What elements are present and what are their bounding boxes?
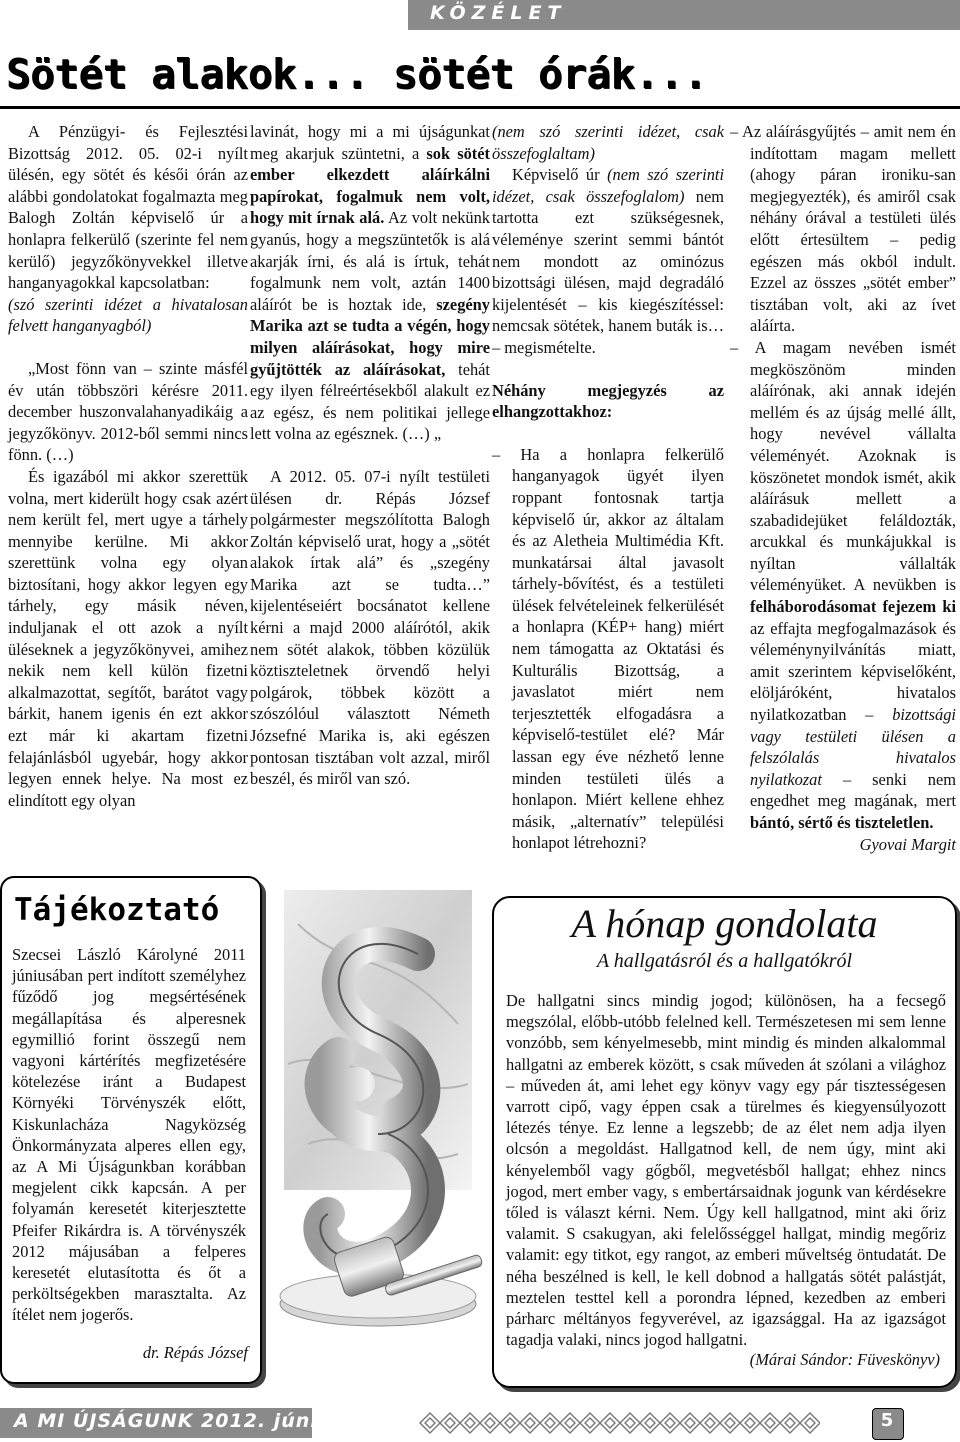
quote-box-subtitle: A hallgatásról és a hallgatókról bbox=[596, 950, 853, 972]
article-paragraph: A 2012. 05. 07-i nyílt testületi ülésen dr. Répás József polgármester megszólította Balogh Zoltán képviselő urat, hogy a „sötét alakok írtak alá” és „szegény Marika azt se tudta…” kijelentéseiért bocsánatot kellene kérni a majd 2000 aláírótól, akik nem sötét alakok, többen közülük köztiszteletnek örvendő helyi polgárok, többek között a szószólóul választott Németh Józsefné Marika is, aki egészen pontosan tisztában volt azzal, miről beszél, és miről van szó. bbox=[250, 466, 490, 789]
section-heading: Néhány megjegyzés az elhangzottakhoz: bbox=[492, 380, 724, 422]
page-number: 5 bbox=[880, 1410, 894, 1431]
info-box-text: Szecsei László Károlyné 2011 júniusában pert indított személyhez fűződő jog megsértésének megállapítása és alperesnek egymillió forint összegű nem vagyoni kártérítés megfizetésére kötelezése iránt a Budapest Környéki Törvényszék előtt, Kiskunlacháza Nagyközség Önkormányzata alperes ellen egy, az A Mi Újságunkban korábban megjelent cikk kapcsán. A per folyamán keresetét kiterjesztette Pfeifer Rikárdra is. A törvényszék 2012 májusában a felperes keresetét elutasította és őt a perköltségekben marasztalta. Az ítélet nem jogerős. bbox=[12, 945, 246, 1325]
text-run-italic: bizottsági vagy testületi ülésen a felszólalás hivatalos nyilatkozat bbox=[750, 705, 956, 789]
paragraph-sign-gavel-image bbox=[268, 884, 488, 1388]
text-run: lavinát, hogy mi a mi újságunkat meg akarjuk szüntetni, a bbox=[250, 122, 490, 163]
headline: Sötét alakok... sötét órák... bbox=[6, 50, 708, 98]
text-run-bold: szegény Marika azt se tudta a végén, hogy milyen aláírásokat, hogy mire gyűjtötték az aláírásokat, bbox=[250, 294, 490, 379]
text-run: tehát egy ilyen félreértésekből alakult ez az egész, és nem politikai jellege lett volna az egésznek. (…) „ bbox=[250, 359, 490, 444]
text-run-italic: (nem szó szerinti idézet, csak összefoglalom) bbox=[492, 165, 724, 206]
article-paragraph: – Ha a honlapra felkerülő hanganyagok ügyét ilyen roppant fontosnak tartja képviselő úr, akkor az általam és az Aletheia Multimédia Kft. munkatársai által javasolt tárhely-bővítést, és a testületi ülések felvételeinek felkerülését a honlapra (KÉP+ hang) miért nem támogatta az Oktatási és Kulturális Bizottság, a javaslatot miért nem terjesztették elfogadásra a képviselő-testület elé? Már lassan egy éve nézhető lenne minden testületi ülés a honlapon. Miért kellene ehhez másik, „alternatív” települési honlapot létrehozni? bbox=[492, 444, 724, 853]
article-paragraph bbox=[730, 337, 956, 834]
text-run-bold: felháborodásomat fejezem ki bbox=[750, 597, 956, 617]
article-column-2 bbox=[250, 121, 490, 790]
article-paragraph: A Pénzügyi- és Fejlesztési Bizottság 2012. 05. 02-i nyílt ülésén, egy sötét és késői órán az alábbi gondolatokat fogalmazta meg Balogh Zoltán képviselő úr a honlapra felkerülő (szerinte fel nem kerülő) jegyzőkönyvekkel illetve hanganyagokkal kapcsolatban: bbox=[8, 122, 248, 293]
article-column-3 bbox=[492, 121, 724, 854]
paragraph-gap bbox=[8, 337, 248, 358]
article-column-1 bbox=[8, 121, 248, 811]
text-run: Képviselő úr bbox=[512, 165, 608, 185]
italic-note: (szó szerinti idézet a hivatalosan felvett hanganyagból) bbox=[8, 294, 248, 336]
article-paragraph: És igazából mi akkor szerettük volna, mert kiderült hogy csak azért nem került fel, mert ugye a tárhely mennyibe kerülne. Mi akkor szerettünk volna egy olyan biztosítani, hogy akkor legyen egy tárhely, egy másik néven, induljanak el ott azok a nyílt üléseknek a jegyzőkönyvei, amihez nekik nem kell külön fizetni alkalmazottat, segítőt, barátot vagy bárkit, hanem igenis én ezt akkor ezt már ki akartam fizetni felajánlásból ugyebár, hogy akkor legyen ennek helye. Na most ez elindított egy olyan bbox=[8, 466, 248, 810]
footer-publication: A MI ÚJSÁGUNK 2012. június bbox=[14, 1410, 345, 1432]
text-run: – A magam nevében ismét megköszönöm minden aláírónak, aki annak idején mellém és az újság mellé állt, hogy nevével vállalta véleményét. Azoknak is köszönetet mondok ismét, akik aláírásuk mellett a szabadidejüket feláldozták, arcukkal és munkájukkal is nyíltan vállalták véleményüket. A nevükben is bbox=[730, 337, 956, 595]
text-run: – senki nem engedhet meg magának, mert bbox=[750, 769, 956, 811]
article-paragraph: – Az aláírásgyűjtés – amit nem én indítottam magam mellett (ahogy páran ironiku-san megjegyezték), és amiről csak néhány órával a testületi ülés előtt értesültem – pedig egészen más okból indult. Ezzel az összes „sötét ember” tisztában volt, aki az ívet aláírta. bbox=[730, 122, 956, 336]
info-box-title: Tájékoztató bbox=[14, 892, 220, 928]
author-signature: Gyovai Margit bbox=[859, 834, 956, 854]
article-paragraph: „Most fönn van – szinte másfél év után többszöri kérésre 2011. december huszonvalahanyadikáig a jegyzőkönyv. 2012-ből semmi nincs fönn. (…) bbox=[8, 358, 248, 465]
text-run-bold: bántó, sértő és tiszteletlen. bbox=[750, 813, 934, 832]
text-run: nem tartotta ezt szükségesnek, véleménye szerint semmi bántót nem mondott az ominózus bizottsági ülésen, majd degradáló kijelentését – kis kiegészítéssel: nemcsak sötétek, hanem buták is… – megismételte. bbox=[492, 186, 724, 357]
italic-note: (nem szó szerinti idézet, csak összefoglaltam) bbox=[492, 122, 724, 163]
quote-box-title: A hónap gondolata bbox=[571, 901, 878, 946]
quote-text: De hallgatni sincs mindig jogod; különösen, ha a fecsegő megszólal, előbb-utóbb felelned kell. Természetesen mi sem lenne vonzóbb, sem kényelmesebb, mint mindig és minden alkalommal hallgatni az emberek között, s csak műveden át szólani a világhoz – műveden át, ami lehet egy könyv vagy egy pár tisztességesen varrott cipő, vagy éppen csak a türelmes és kiegyensúlyozott létezés ténye. Ez lenne a legszebb; de az élet nem adja ilyen olcsón a megoldást. Hallgatnod kell, de nem úgy, mint aki kényelemből vagy gőgből, megvetésből hallgat; ehhez nincs jogod, mert ember vagy, s embertársaidnak jogunk van kérdésekre tőled is választ kérni. Nem. Úgy kell hallgatnod, mint aki őriz valamit. S csakugyan, aki felelősséggel hallgat, mindig megőriz valamit: egy titkot, egy rangot, az emberi műveltség öntudatát. De néha beszélned is kell, le kell dobnod a hallgatás sötét palástját, meztelen testtel kell a porondra lépned, kezedben az emberi párharc méltányos fegyverével, az igazsággal. Ha az igazságot tagadja valaki, nincs jogod hallgatni. bbox=[506, 991, 946, 1350]
quote-source: (Márai Sándor: Füveskönyv) bbox=[749, 1350, 940, 1369]
article-paragraph bbox=[492, 164, 724, 358]
article-column-4 bbox=[730, 121, 956, 855]
section-label: KÖZÉLET bbox=[430, 2, 567, 24]
text-run: az effajta megfogalmazások és véleménynyilvánítás miatt, amit szerintem képviselőként, elöljáróként, hivatalos nyilatkozatban – bbox=[750, 618, 956, 725]
article-paragraph bbox=[250, 121, 490, 445]
text-run: Az volt nekünk gyanús, hogy a megszüntetők is alá akarják írni, és alá is írtuk, tehát fogalmunk nem volt, aztán 1400 aláírót be is hoztak ide, bbox=[250, 208, 490, 314]
info-box-signature: dr. Répás József bbox=[142, 1343, 248, 1362]
text-run-bold: sok sötét ember elkezdett aláírkálni papírokat, fogalmuk nem volt, hogy mit írnak alá. bbox=[250, 143, 490, 228]
headline-rule bbox=[0, 106, 960, 109]
ornament-band bbox=[410, 1408, 820, 1438]
